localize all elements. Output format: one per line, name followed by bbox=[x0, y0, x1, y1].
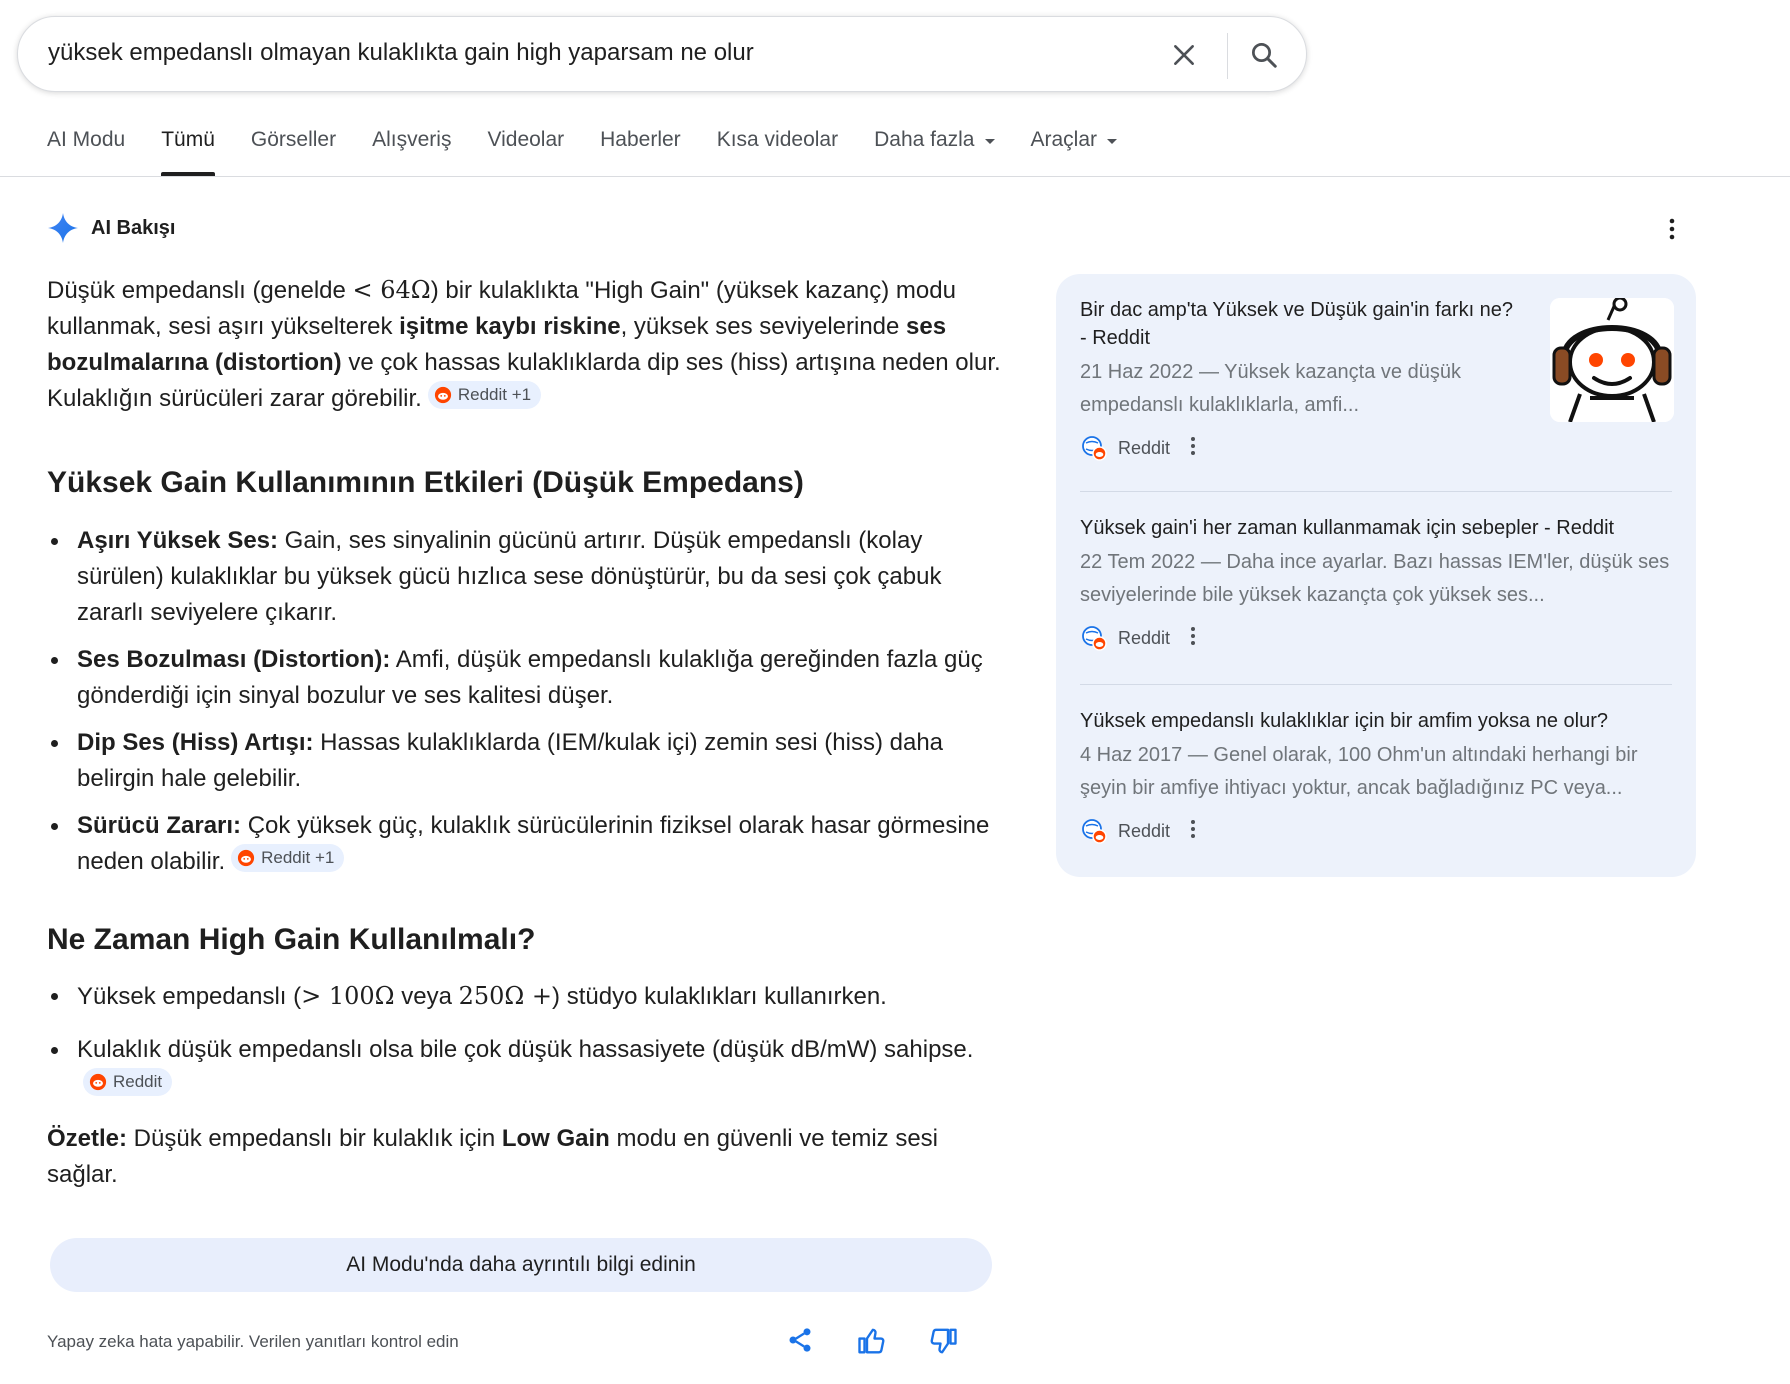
intro-paragraph: Düşük empedanslı (genelde < 64Ω) bir kulaklıkta "High Gain" (yüksek kazanç) modu kullanmak, sesi aşırı yükselterek işitme kaybı riskine, yüksek ses seviyelerinde ses bozulmalarına (distortion) ve çok hassas kulaklıklarda dip ses (hiss) artışına neden olur. Kulaklığın sürücüleri zarar görebilir. Reddit +1 bbox=[47, 276, 1001, 412]
search-tabs bbox=[47, 128, 1153, 176]
list-item: Kulaklık düşük empedanslı olsa bile çok düşük hassasiyete (düşük dB/mW) sahipse. Reddit bbox=[47, 1032, 1002, 1104]
ai-overview-header bbox=[47, 212, 175, 244]
when-list bbox=[47, 978, 1002, 1104]
source-chip[interactable]: Reddit bbox=[83, 1068, 172, 1096]
source-divider bbox=[1080, 684, 1672, 685]
source-thumbnail[interactable] bbox=[1550, 298, 1674, 422]
ai-mode-cta-button[interactable]: AI Modu'nda daha ayrıntılı bilgi edinin bbox=[50, 1238, 992, 1292]
more-vert-icon[interactable] bbox=[1190, 626, 1196, 651]
more-vert-icon[interactable] bbox=[1190, 436, 1196, 461]
list-item: Dip Ses (Hiss) Artışı: Hassas kulaklıklarda (IEM/kulak içi) zemin sesi (hiss) daha belirgin hale gelebilir. bbox=[47, 725, 1002, 797]
gemini-sparkle-icon bbox=[47, 212, 79, 244]
source-title[interactable]: Yüksek gain'i her zaman kullanmamak için sebepler - Reddit bbox=[1080, 517, 1615, 539]
source-site-name: Reddit bbox=[1118, 437, 1171, 458]
source-card[interactable] bbox=[1080, 514, 1672, 652]
list-item: Ses Bozulması (Distortion): Amfi, düşük empedanslı kulaklığa gereğinden fazla güç gönderdiği için sinyal bozulur ve ses kalitesi düşer. bbox=[47, 642, 1002, 714]
search-icon[interactable] bbox=[1242, 33, 1286, 77]
search-input[interactable]: yüksek empedanslı olmayan kulaklıkta gain high yaparsam ne olur bbox=[48, 39, 754, 66]
ai-overview-body bbox=[47, 272, 1002, 1193]
source-snippet: 21 Haz 2022 — Yüksek kazançta ve düşük empedanslı kulaklıklarla, amfi... bbox=[1080, 361, 1461, 416]
section-heading-when: Ne Zaman High Gain Kullanılmalı? bbox=[47, 923, 536, 956]
source-divider bbox=[1080, 491, 1672, 492]
chevron-down-icon bbox=[1107, 139, 1117, 144]
search-divider bbox=[1227, 33, 1228, 79]
ai-overview-title: AI Bakışı bbox=[91, 216, 176, 239]
site-favicon-icon bbox=[1080, 434, 1108, 462]
tab-news[interactable]: Haberler bbox=[600, 128, 681, 151]
reddit-snoo-icon bbox=[1550, 298, 1674, 422]
site-favicon-icon bbox=[1080, 817, 1108, 845]
reddit-icon bbox=[434, 386, 452, 404]
source-chip[interactable]: Reddit +1 bbox=[428, 381, 541, 409]
source-card[interactable] bbox=[1080, 707, 1672, 845]
tabs-divider bbox=[0, 176, 1790, 177]
close-icon[interactable] bbox=[1162, 33, 1206, 77]
tab-all[interactable]: Tümü bbox=[161, 128, 215, 176]
search-bar[interactable] bbox=[17, 16, 1307, 92]
tab-shopping[interactable]: Alışveriş bbox=[372, 128, 452, 151]
site-favicon-icon bbox=[1080, 624, 1108, 652]
tab-tools[interactable]: Araçlar bbox=[1031, 128, 1118, 176]
tab-images[interactable]: Görseller bbox=[250, 128, 337, 151]
section-heading-effects: Yüksek Gain Kullanımının Etkileri (Düşük Empedans) bbox=[47, 466, 804, 499]
source-title[interactable]: Bir dac amp'ta Yüksek ve Düşük gain'in farkı ne? - Reddit bbox=[1080, 299, 1514, 349]
source-site-name: Reddit bbox=[1118, 820, 1171, 841]
ai-disclaimer: Yapay zeka hata yapabilir. Verilen yanıtları kontrol edin bbox=[47, 1332, 459, 1351]
reddit-icon bbox=[89, 1073, 107, 1091]
list-item: Sürücü Zararı: Çok yüksek güç, kulaklık sürücülerinin fiziksel olarak hasar görmesine neden olabilir. Reddit +1 bbox=[47, 808, 1002, 880]
tab-videos[interactable]: Videolar bbox=[487, 128, 565, 151]
source-site-name: Reddit bbox=[1118, 627, 1171, 648]
source-snippet: 4 Haz 2017 — Genel olarak, 100 Ohm'un altındaki herhangi bir şeyin bir amfiye ihtiyacı yoktur, ancak bağladığınız PC veya... bbox=[1080, 744, 1638, 799]
tab-more[interactable]: Daha fazla bbox=[874, 128, 994, 176]
source-snippet: 22 Tem 2022 — Daha ince ayarlar. Bazı hassas IEM'ler, düşük ses seviyelerinde bile yüksek kazançta çok yüksek ses... bbox=[1080, 551, 1670, 606]
more-vert-icon[interactable] bbox=[1190, 819, 1196, 844]
source-title[interactable]: Yüksek empedanslı kulaklıklar için bir amfim yoksa ne olur? bbox=[1080, 710, 1608, 732]
tab-ai-mode[interactable]: AI Modu bbox=[47, 128, 126, 151]
more-vert-icon[interactable] bbox=[1668, 218, 1676, 245]
tab-short-videos[interactable]: Kısa videolar bbox=[716, 128, 839, 151]
reddit-icon bbox=[237, 849, 255, 867]
summary-paragraph: Özetle: Düşük empedanslı bir kulaklık için Low Gain modu en güvenli ve temiz sesi sağlar. bbox=[47, 1125, 939, 1188]
source-card[interactable] bbox=[1080, 296, 1525, 462]
chevron-down-icon bbox=[985, 139, 995, 144]
source-chip[interactable]: Reddit +1 bbox=[231, 844, 344, 872]
sources-panel bbox=[1056, 274, 1696, 877]
list-item: Yüksek empedanslı (> 100Ω veya 250Ω +) stüdyo kulaklıkları kullanırken. bbox=[47, 978, 1002, 1015]
share-icon[interactable] bbox=[786, 1326, 814, 1359]
list-item: Aşırı Yüksek Ses: Gain, ses sinyalinin gücünü artırır. Düşük empedanslı (kolay sürülen) kulaklıklar bu yüksek gücü hızlıca sese dönüştürür, bu da sesi çok çabuk zararlı seviyelere çıkarır. bbox=[47, 523, 1002, 631]
thumb-down-icon[interactable] bbox=[928, 1326, 958, 1361]
thumb-up-icon[interactable] bbox=[857, 1326, 887, 1361]
effects-list bbox=[47, 523, 1002, 880]
